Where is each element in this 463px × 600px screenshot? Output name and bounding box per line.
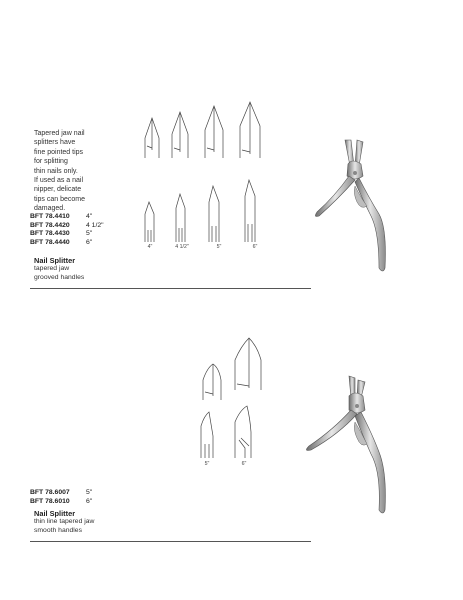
item-code: BFT 78.4440 bbox=[30, 238, 70, 246]
jaw-tip-sketch-4in bbox=[145, 118, 159, 158]
subtitle-line: grooved handles bbox=[34, 273, 85, 281]
jaw-tip-sketch-5in bbox=[205, 106, 223, 158]
section1-subtitle bbox=[34, 265, 84, 282]
section2-title: Nail Splitter bbox=[34, 509, 76, 518]
jaw-tip-top-views bbox=[130, 100, 270, 160]
item-code: BFT 78.4420 bbox=[30, 221, 70, 229]
item-size: 4" bbox=[86, 213, 93, 220]
description-line: thin nails only. bbox=[34, 167, 78, 175]
subtitle-line: tapered jaw bbox=[34, 265, 70, 272]
item-size: 6" bbox=[86, 238, 93, 246]
section2-item-list bbox=[30, 489, 92, 506]
size-label: 6" bbox=[241, 461, 247, 467]
item-row bbox=[30, 498, 92, 507]
item-code: BFT 78.6007 bbox=[30, 489, 70, 496]
section1-divider bbox=[30, 288, 311, 289]
item-size: 5" bbox=[86, 489, 93, 496]
item-row bbox=[30, 239, 104, 248]
description-line: damaged. bbox=[34, 205, 66, 213]
section1-title: Nail Splitter bbox=[34, 256, 76, 265]
item-size: 4 1/2" bbox=[86, 221, 104, 229]
item-size: 5" bbox=[86, 230, 93, 238]
jaw-tip-side-views bbox=[130, 180, 270, 242]
nail-splitter-image-tapered-jaw bbox=[305, 136, 395, 276]
description-line: tips can become bbox=[34, 195, 85, 203]
jaw-side-sketch-6in bbox=[245, 180, 255, 242]
section2-divider bbox=[30, 541, 311, 542]
jaw-side-sketch-6in-2 bbox=[235, 406, 251, 458]
item-size: 6" bbox=[86, 497, 93, 505]
size-label: 5" bbox=[216, 244, 222, 250]
description-line: nipper, delicate bbox=[34, 186, 82, 194]
description-line: for splitting bbox=[34, 158, 68, 166]
item-row bbox=[30, 230, 104, 239]
jaw-tip-side-views-2 bbox=[195, 404, 275, 460]
description-line: fine pointed tips bbox=[34, 148, 84, 156]
item-row bbox=[30, 222, 104, 231]
jaw-side-sketch-4in bbox=[145, 202, 154, 242]
section1-description bbox=[34, 129, 134, 214]
jaw-tip-sketch-4-5in bbox=[172, 112, 188, 158]
section1-item-list bbox=[30, 213, 104, 247]
jaw-tip-sketch-6in bbox=[240, 102, 260, 158]
item-row bbox=[30, 213, 104, 222]
size-label: 5" bbox=[204, 461, 210, 467]
item-code: BFT 78.4410 bbox=[30, 213, 70, 220]
item-code: BFT 78.4430 bbox=[30, 230, 70, 238]
size-label: 4" bbox=[147, 244, 153, 250]
jaw-tip-top-views-2 bbox=[195, 338, 275, 400]
jaw-side-sketch-5in-2 bbox=[201, 412, 213, 458]
subtitle-line: thin line tapered jaw bbox=[34, 518, 95, 525]
item-code: BFT 78.6010 bbox=[30, 497, 70, 505]
description-line: splitters have bbox=[34, 139, 76, 147]
description-line: If used as a nail bbox=[34, 177, 84, 185]
jaw-tip-sketch-6in-2 bbox=[235, 338, 261, 390]
subtitle-line: smooth handles bbox=[34, 526, 82, 534]
jaw-side-sketch-5in bbox=[209, 186, 219, 242]
description-line: Tapered jaw nail bbox=[34, 130, 85, 137]
jaw-side-sketch-4-5in bbox=[176, 194, 185, 242]
nail-splitter-image-thin-line bbox=[295, 368, 395, 518]
size-label: 6" bbox=[252, 244, 258, 250]
section2-subtitle bbox=[34, 518, 94, 535]
jaw-tip-sketch-5in-2 bbox=[203, 364, 221, 400]
size-label: 4 1/2" bbox=[175, 244, 189, 250]
item-row bbox=[30, 489, 92, 498]
